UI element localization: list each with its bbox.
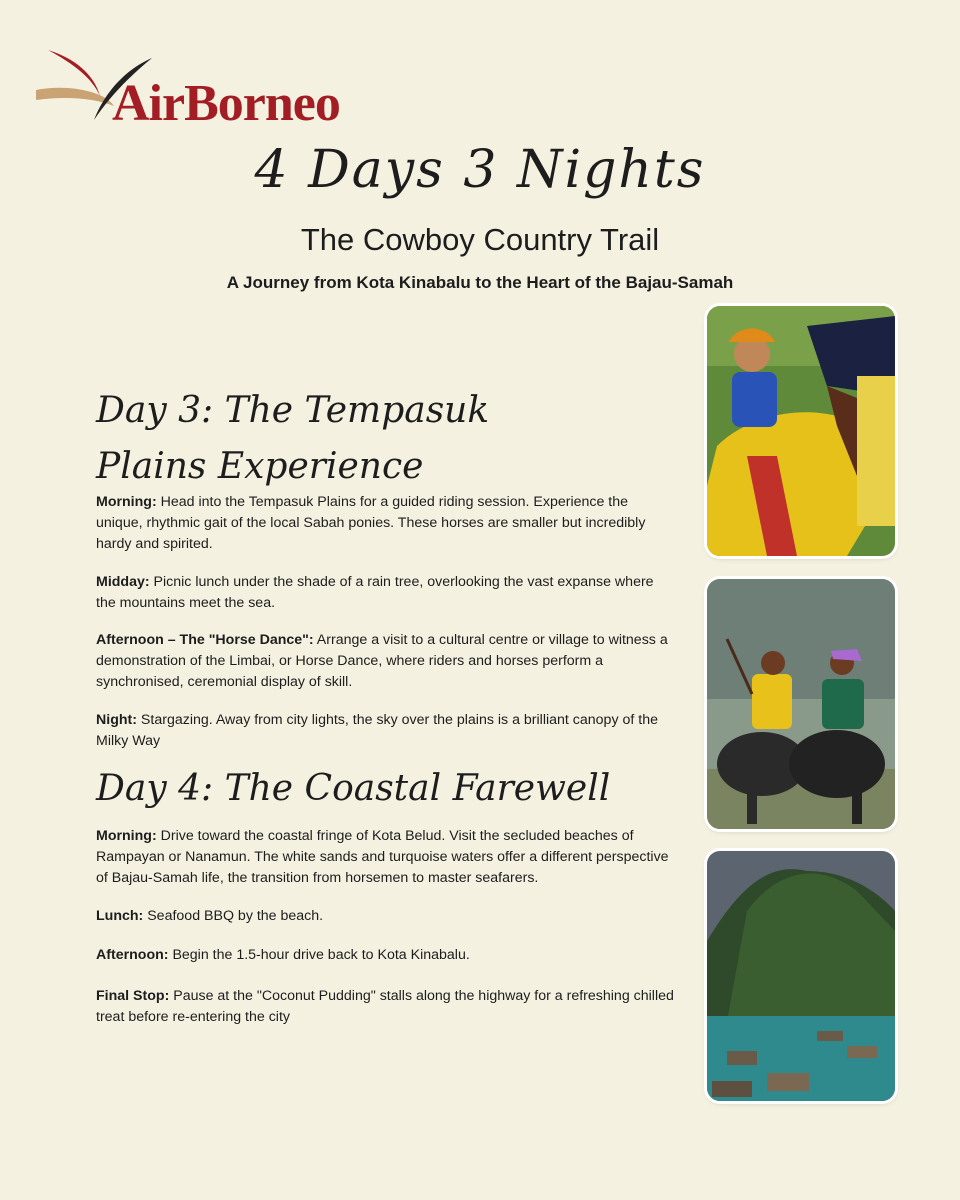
day4-afternoon-label: Afternoon: (96, 947, 169, 963)
day4-lunch-paragraph (96, 906, 676, 927)
duration-script-title: 4 Days 3 Nights (254, 140, 706, 200)
day3-midday-label: Midday: (96, 574, 150, 590)
day3-afternoon-text: Arrange a visit to a cultural centre or village to witness a demonstration of the Limbai, or Horse Dance, where riders and horses perform a synchronised, ceremonial display of skill. (96, 632, 668, 690)
day3-heading-line1: Day 3: The Tempasuk (96, 390, 490, 431)
day4-morning-text: Drive toward the coastal fringe of Kota Belud. Visit the secluded beaches of Rampayan or Nanamun. The white sands and turquoise waters offer a different perspective of Bajau-Samah life, the transition from horsemen to master seafarers. (96, 828, 669, 886)
day4-afternoon-paragraph (96, 945, 676, 966)
page-subtitle: A Journey from Kota Kinabalu to the Heart of the Bajau-Samah (226, 273, 734, 292)
logo-wordmark: AirBorneo (112, 75, 340, 132)
day3-morning-text: Head into the Tempasuk Plains for a guided riding session. Experience the unique, rhythmic gait of the local Sabah ponies. These horses are smaller but incredibly hardy and spirited. (96, 494, 646, 552)
day3-night-label: Night: (96, 712, 137, 728)
day3-heading-line2: Plains Experience (96, 446, 424, 487)
day4-final-stop-paragraph (96, 986, 676, 1028)
day4-heading: Day 4: The Coastal Farewell (96, 768, 611, 809)
buffalo-riders-photo (707, 579, 895, 829)
day3-midday-text: Picnic lunch under the shade of a rain tree, overlooking the vast expanse where the mountains meet the sea. (96, 574, 654, 611)
day3-morning-paragraph (96, 492, 676, 555)
day3-midday-paragraph (96, 572, 676, 614)
day4-afternoon-text: Begin the 1.5-hour drive back to Kota Kinabalu. (168, 947, 470, 963)
day4-morning-label: Morning: (96, 828, 157, 844)
airborneo-logo (34, 44, 414, 134)
day3-night-paragraph (96, 710, 676, 752)
stilt-village-photo (707, 851, 895, 1101)
day4-morning-paragraph (96, 826, 676, 889)
day4-final-stop-text: Pause at the "Coconut Pudding" stalls along the highway for a refreshing chilled treat before re-entering the city (96, 988, 674, 1025)
day3-afternoon-label: Afternoon – The "Horse Dance": (96, 632, 314, 648)
horse-rider-photo (707, 306, 895, 556)
day3-night-text: Stargazing. Away from city lights, the sky over the plains is a brilliant canopy of the Milky Way (96, 712, 658, 749)
day4-final-stop-label: Final Stop: (96, 988, 170, 1004)
day4-lunch-label: Lunch: (96, 908, 144, 924)
day3-morning-label: Morning: (96, 494, 157, 510)
day3-afternoon-paragraph (96, 630, 676, 693)
day4-lunch-text: Seafood BBQ by the beach. (143, 908, 324, 924)
page-title: The Cowboy Country Trail (300, 222, 660, 257)
